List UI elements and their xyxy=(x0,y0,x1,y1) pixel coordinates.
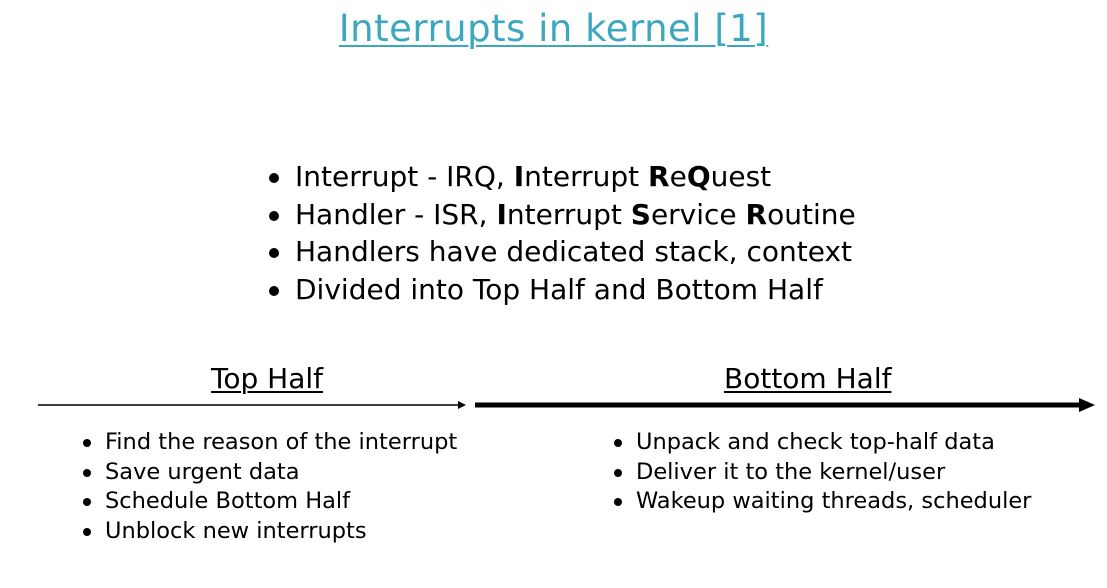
bullet-irq xyxy=(295,158,856,196)
main-bullet-list xyxy=(295,158,856,308)
bullet-handler-stack xyxy=(295,233,856,271)
bullet-text: uest xyxy=(710,160,772,193)
list-item: Unpack and check top-half data xyxy=(636,428,1031,458)
top-half-arrow xyxy=(38,401,466,409)
bottom-half-arrow xyxy=(475,398,1095,412)
bullet-text: Divided into Top Half and Bottom Half xyxy=(295,272,823,306)
bullet-isr xyxy=(295,196,856,234)
bullet-text: outine xyxy=(767,197,856,231)
list-item: Unblock new interrupts xyxy=(105,517,457,547)
bullet-text: Interrupt - IRQ, xyxy=(295,160,514,193)
bullet-text: ervice xyxy=(650,197,746,231)
bold-initial: I xyxy=(513,160,525,193)
bullet-text: nterrupt xyxy=(524,160,649,193)
page-title: Interrupts in kernel [1] xyxy=(338,7,769,50)
bold-initial: R xyxy=(648,160,670,193)
bottom-half-title: Bottom Half xyxy=(724,362,892,395)
list-item: Deliver it to the kernel/user xyxy=(636,458,1031,488)
list-item: Save urgent data xyxy=(105,458,457,488)
bold-initial: Q xyxy=(686,160,711,193)
bold-initial: I xyxy=(496,197,507,231)
top-half-title: Top Half xyxy=(211,362,323,395)
bullet-text: nterrupt xyxy=(506,197,631,231)
bold-initial: S xyxy=(630,197,651,231)
bullet-text: e xyxy=(669,160,687,193)
bold-initial: R xyxy=(745,197,768,231)
bottom-half-list xyxy=(636,428,1031,517)
list-item: Schedule Bottom Half xyxy=(105,487,457,517)
bullet-divided xyxy=(295,271,856,309)
bullet-text: Handlers have dedicated stack, context xyxy=(295,235,852,268)
top-half-list xyxy=(105,428,457,547)
bullet-text: Handler - ISR, xyxy=(295,197,497,231)
timeline xyxy=(0,393,1107,417)
list-item: Find the reason of the interrupt xyxy=(105,428,457,458)
list-item: Wakeup waiting threads, scheduler xyxy=(636,487,1031,517)
